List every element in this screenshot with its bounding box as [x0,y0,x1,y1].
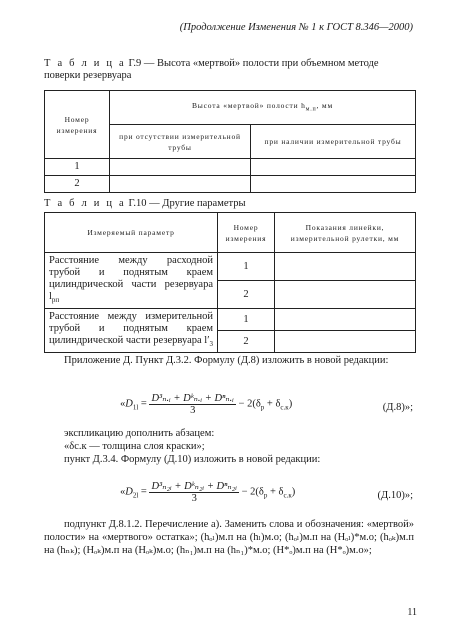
table9-cell-empty [251,176,416,193]
table10-caption [44,198,246,210]
table9-cell-empty [110,159,251,176]
paragraph-delta-definition: «δс.к — толщина слоя краски»; [64,441,205,452]
running-header: (Продолжение Изменения № 1 к ГОСТ 8.346—2000) [179,22,413,33]
formula-d10: «$D_{2l}$ = $\frac{\text{D³ₙ₂ᵢ + Dᵏₙ₂ᵢ + Dⁿₙ₂ᵢ}}{3}$ − $2(\delta_p + \delta_{с.к})$ [120,481,296,504]
table9-subheader-without: при отсутствии измерительной трубы [110,125,251,159]
table10-row1-param: Расстояние между расходной трубой и поднятым краем цилиндрической части резервуара $l_{рп}$ [45,253,218,309]
formula-d8: «$D_{1l}$ = $\frac{\text{D³ₙ.ᵢ + Dᵏₙ.ᵢ + Dⁿₙ.ᵢ}}{3}$ − $2(\delta_p + \delta_{с.к})$ [120,393,293,416]
table9-header-number: Номер измерения [45,91,110,159]
table10-header-number: Номер измерения [218,213,275,253]
table10-cell-empty [275,309,416,331]
table10-row-number: 2 [218,331,275,353]
table9-cell-empty [251,159,416,176]
table10-header-readings: Показания линейки, измерительной рулетки, мм [275,213,416,253]
paragraph-explication: экспликацию дополнить абзацем: [64,428,215,439]
table9-row-number: 1 [45,159,110,176]
table9-caption-text: Г.9 — Высота «мертвой» полости при объемном методе поверки резервуара [44,58,379,81]
table10-cell-empty [275,253,416,281]
table9-header-height: Высота «мертвой» полости $h_{м.п}$, мм [110,91,416,125]
table9-row-number: 2 [45,176,110,193]
table10-row2-param: Расстояние между измерительной трубой и поднятым краем цилиндрической части резервуара $l'_3$ [45,309,218,353]
table10-row-number: 1 [218,253,275,281]
formula-d8-fraction: $\frac{\text{D³ₙ.ᵢ + Dᵏₙ.ᵢ + Dⁿₙ.ᵢ}}{3}$ [151,393,234,416]
table9-cell-empty [110,176,251,193]
table10-cell-empty [275,331,416,353]
formula-d8-number: (Д.8)»; [382,402,413,413]
table9-subheader-with: при наличии измерительной трубы [251,125,416,159]
table10 [44,212,416,353]
table9-caption [44,58,416,82]
formula-d10-number: (Д.10)»; [377,490,413,501]
table10-caption-prefix: Т а б л и ц а [44,198,126,209]
paragraph-d32: Приложение Д. Пункт Д.3.2. Формулу (Д.8) изложить в новой редакции: [64,355,389,366]
table10-caption-text: Г.10 — Другие параметры [125,198,246,209]
table10-row-number: 2 [218,281,275,309]
page-number: 11 [407,607,417,618]
table10-cell-empty [275,281,416,309]
table9 [44,90,416,193]
paragraph-d34: пункт Д.3.4. Формулу (Д.10) изложить в новой редакции: [64,454,321,465]
table9-caption-prefix: Т а б л и ц а [44,58,126,69]
table10-row-number: 1 [218,309,275,331]
table10-header-param: Измеряемый параметр [45,213,218,253]
paragraph-d812: подпункт Д.8.1.2. Перечисление а). Заменить слова и обозначения: «мертвой» полости» на «мертвого» остатка»; (hₒₗ)м.п на (hₗ)м.о; (hₒₗ)м.п на (Hₒₗ)*м.о; (hₒₖ)м.п на (hₙₖ); (Hₒₖ)м.п на (Hₒₖ)м.о; (hₙ₁)м.п на (hₙ₁)*м.о; (H*ₒ)м.п на (H*ₒ)м.о»; [44,519,414,556]
formula-d10-fraction: $\frac{\text{D³ₙ₂ᵢ + Dᵏₙ₂ᵢ + Dⁿₙ₂ᵢ}}{3}$ [151,481,237,504]
